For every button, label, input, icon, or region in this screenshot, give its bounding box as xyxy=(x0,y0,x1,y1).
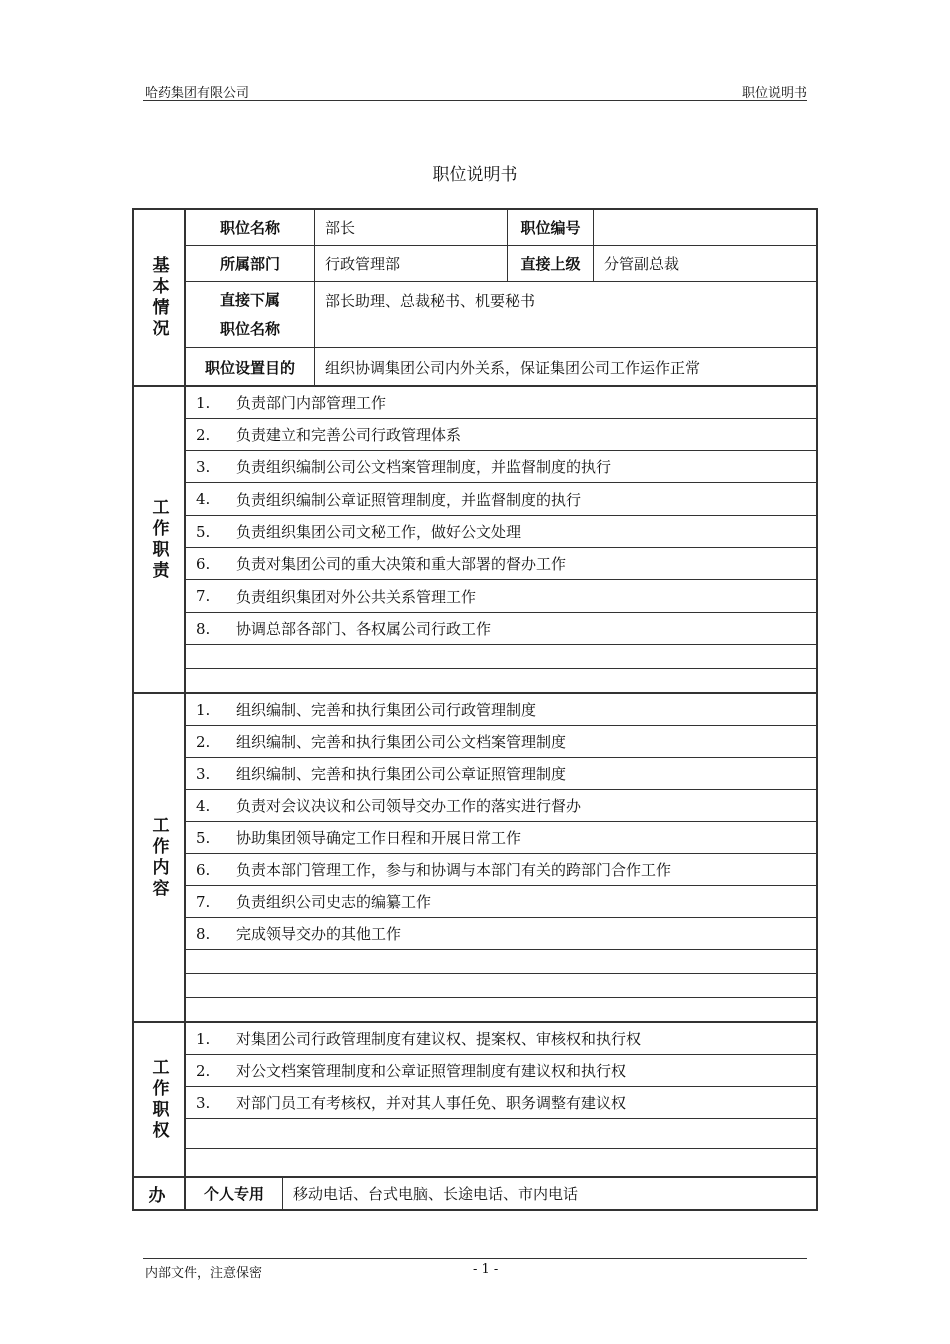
list-item: 8. 完成领导交办的其他工作 xyxy=(186,918,816,950)
list-item: 7. 负责组织集团对外公共关系管理工作 xyxy=(186,580,816,613)
section-label: 办 xyxy=(134,1178,186,1209)
subordinates-value: 部长助理、总裁秘书、机要秘书 xyxy=(325,292,536,310)
list-item: 6. 负责对集团公司的重大决策和重大部署的督办工作 xyxy=(186,548,816,580)
row-department xyxy=(186,246,816,282)
purpose-label: 职位设置目的 xyxy=(186,348,315,387)
row-purpose xyxy=(186,348,816,387)
section-content xyxy=(134,694,816,1023)
empty-row xyxy=(186,1119,816,1149)
authority-list xyxy=(186,1023,816,1176)
page-header xyxy=(143,80,807,101)
list-item: 1. 对集团公司行政管理制度有建议权、提案权、审核权和执行权 xyxy=(186,1023,816,1055)
job-description-table xyxy=(132,208,818,1211)
superior-label: 直接上级 xyxy=(508,246,594,281)
empty-row xyxy=(186,950,816,974)
page-number: - 1 - xyxy=(473,1262,499,1277)
duties-list xyxy=(186,387,816,692)
row-office xyxy=(186,1178,816,1209)
list-item: 3. 负责组织编制公司公文档案管理制度，并监督制度的执行 xyxy=(186,451,816,483)
company-name: 哈药集团有限公司 xyxy=(145,86,250,101)
department-label: 所属部门 xyxy=(186,246,315,281)
superior-value: 分管副总裁 xyxy=(604,255,680,273)
list-item: 1. 组织编制、完善和执行集团公司行政管理制度 xyxy=(186,694,816,726)
list-item: 3. 组织编制、完善和执行集团公司公章证照管理制度 xyxy=(186,758,816,790)
content-list xyxy=(186,694,816,1021)
section-basic xyxy=(134,210,816,387)
empty-row xyxy=(186,998,816,1023)
doc-type: 职位说明书 xyxy=(741,86,807,101)
purpose-value: 组织协调集团公司内外关系，保证集团公司工作运作正常 xyxy=(325,359,701,377)
position-name-value: 部长 xyxy=(315,210,508,245)
section-label: 工作职责 xyxy=(134,387,186,692)
list-item: 2. 负责建立和完善公司行政管理体系 xyxy=(186,419,816,451)
list-item: 7. 负责组织公司史志的编纂工作 xyxy=(186,886,816,918)
subordinates-label xyxy=(186,282,315,347)
position-name-label: 职位名称 xyxy=(186,210,315,245)
empty-row xyxy=(186,974,816,998)
list-item: 2. 对公文档案管理制度和公章证照管理制度有建议权和执行权 xyxy=(186,1055,816,1087)
position-code-value xyxy=(594,210,816,245)
list-item: 5. 协助集团领导确定工作日程和开展日常工作 xyxy=(186,822,816,854)
empty-row xyxy=(186,645,816,669)
section-label: 工作内容 xyxy=(134,694,186,1021)
page-footer xyxy=(143,1258,807,1279)
list-item: 3. 对部门员工有考核权，并对其人事任免、职务调整有建议权 xyxy=(186,1087,816,1119)
section-authority xyxy=(134,1023,816,1178)
list-item: 8. 协调总部各部门、各权属公司行政工作 xyxy=(186,613,816,645)
list-item: 4. 负责组织编制公章证照管理制度，并监督制度的执行 xyxy=(186,483,816,516)
subordinates-label-line2: 职位名称 xyxy=(219,319,280,338)
office-sub-label: 个人专用 xyxy=(186,1178,283,1209)
office-value: 移动电话、台式电脑、长途电话、市内电话 xyxy=(293,1185,579,1203)
page-title: 职位说明书 xyxy=(432,165,518,185)
list-item: 6. 负责本部门管理工作，参与和协调与本部门有关的跨部门合作工作 xyxy=(186,854,816,886)
section-label: 工作职权 xyxy=(134,1023,186,1176)
list-item: 1. 负责部门内部管理工作 xyxy=(186,387,816,419)
section-office xyxy=(134,1178,816,1209)
section-label: 基本情况 xyxy=(134,210,186,385)
row-subordinates xyxy=(186,282,816,348)
list-item: 5. 负责组织集团公司文秘工作，做好公文处理 xyxy=(186,516,816,548)
empty-row xyxy=(186,1149,816,1178)
department-value: 行政管理部 xyxy=(315,246,508,281)
section-duties xyxy=(134,387,816,694)
list-item: 4. 负责对会议决议和公司领导交办工作的落实进行督办 xyxy=(186,790,816,822)
row-position xyxy=(186,210,816,246)
subordinates-label-line1: 直接下属 xyxy=(219,290,280,309)
list-item: 2. 组织编制、完善和执行集团公司公文档案管理制度 xyxy=(186,726,816,758)
footer-note: 内部文件，注意保密 xyxy=(145,1266,263,1281)
position-code-label: 职位编号 xyxy=(508,210,594,245)
empty-row xyxy=(186,669,816,694)
